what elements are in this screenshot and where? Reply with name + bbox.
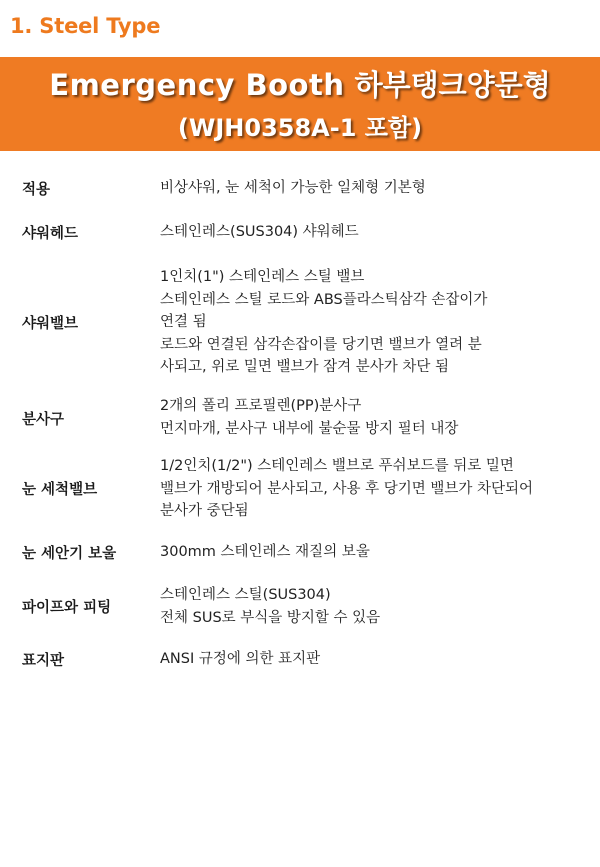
spec-label: 샤워밸브	[22, 316, 79, 332]
banner-title	[0, 63, 600, 104]
spec-value-line: 300mm 스테인레스 재질의 보울	[160, 544, 370, 560]
spec-value-line: 전체 SUS로 부식을 방지할 수 있음	[160, 609, 381, 626]
spec-value	[160, 541, 585, 564]
spec-value-line: ANSI 규정에 의한 표지판	[160, 651, 321, 667]
spec-value	[160, 266, 585, 379]
spec-label: 적용	[22, 182, 51, 198]
spec-label: 샤워헤드	[22, 226, 79, 242]
section-title: 1. Steel Type	[10, 14, 161, 38]
spec-value	[160, 221, 585, 244]
spec-label: 표지판	[22, 653, 65, 669]
spec-value	[160, 395, 585, 440]
spec-value-line: 1/2인치(1/2") 스테인레스 밸브로 푸쉬보드를 뒤로 밀면	[160, 458, 514, 474]
banner-title-english: Emergency Booth	[49, 68, 345, 102]
spec-value	[160, 177, 585, 200]
banner-model-number: (WJH0358A-1 포함)	[177, 114, 423, 142]
spec-label: 분사구	[22, 412, 65, 428]
spec-value-line: 2개의 폴리 프로필렌(PP)분사구	[160, 398, 362, 414]
spec-value-line: 1인치(1") 스테인레스 스틸 밸브	[160, 269, 365, 285]
spec-value	[160, 584, 585, 629]
banner-title-korean: 하부탱크양문형	[354, 68, 551, 102]
spec-label: 파이프와 피팅	[22, 600, 112, 616]
spec-value-line: 비상샤워, 눈 세척이 가능한 일체형 기본형	[160, 180, 426, 196]
spec-value-line: 분사가 중단됨	[160, 503, 249, 519]
spec-label: 눈 세척밸브	[22, 482, 98, 498]
title-banner	[0, 57, 600, 151]
spec-value-line: 스테인레스(SUS304) 샤워헤드	[160, 224, 359, 240]
spec-value-line: 사되고, 위로 밀면 밸브가 잠겨 분사가 차단 됨	[160, 359, 449, 375]
spec-label: 눈 세안기 보울	[22, 546, 117, 562]
spec-value-line: 로드와 연결된 삼각손잡이를 당기면 밸브가 열려 분	[160, 336, 482, 353]
spec-value-line: 먼지마개, 분사구 내부에 불순물 방지 필터 내장	[160, 420, 459, 437]
spec-value-line: 스테인레스 스틸(SUS304)	[160, 587, 331, 603]
spec-value	[160, 648, 585, 671]
spec-value-line: 연결 됨	[160, 314, 207, 330]
spec-value	[160, 455, 585, 523]
spec-value-line: 스테인레스 스틸 로드와 ABS플라스틱삼각 손잡이가	[160, 291, 488, 308]
spec-value-line: 밸브가 개방되어 분사되고, 사용 후 당기면 밸브가 차단되어	[160, 480, 534, 497]
